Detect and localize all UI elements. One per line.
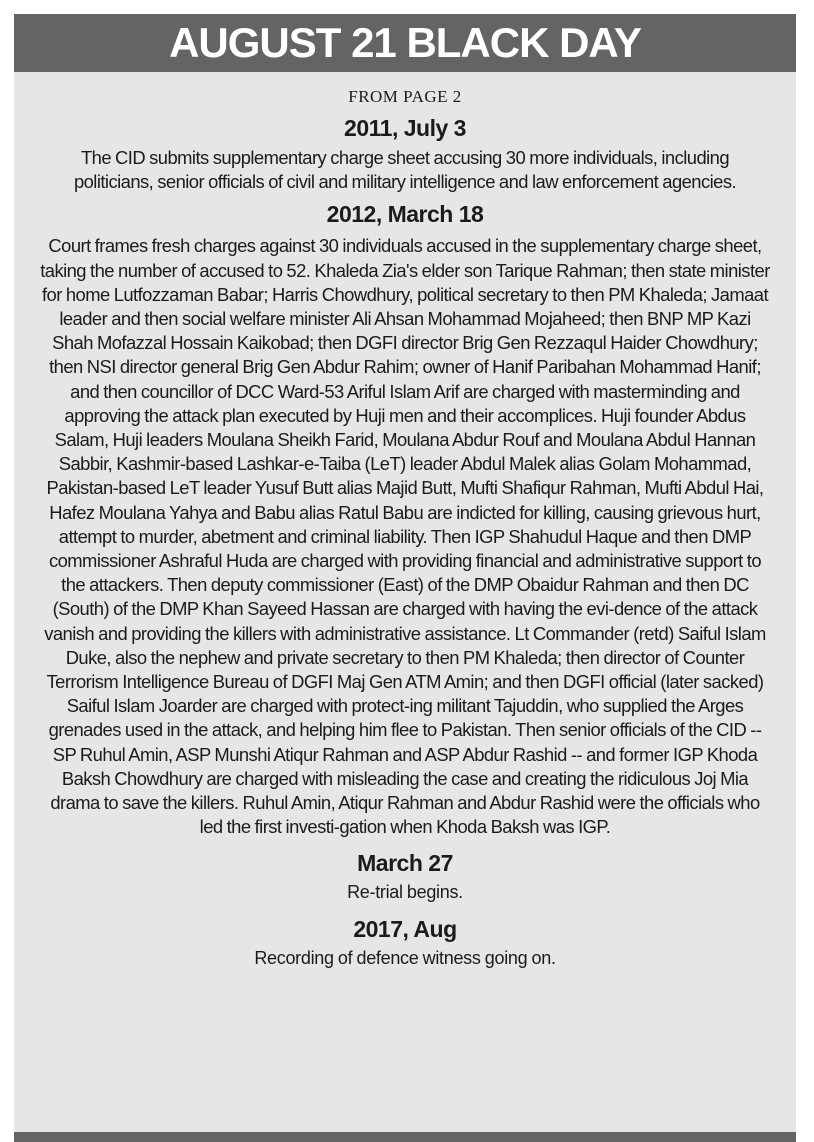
entry-date: 2017, Aug <box>353 916 457 943</box>
from-page-label: FROM PAGE 2 <box>348 87 462 106</box>
entry-date: 2011, July 3 <box>344 115 466 141</box>
article-panel <box>14 14 796 1134</box>
headline-banner: AUGUST 21 BLACK DAY <box>14 14 796 72</box>
entry-text: Court frames fresh charges against 30 individuals accused in the supplementary charge sheet, taking the number of accused to 52. Khaleda Zia's elder son Tarique Rahman; then state minister for home Lutfozzaman Babar; Harris Chowdhury, political secretary to then PM Khaleda; Jamaat leader and then social welfare minister Ali Ahsan Mohammad Mojaheed; then BNP MP Kazi Shah Mofazzal Hossain Kaikobad; then DGFI director Brig Gen Rezzaqul Haider Chowdhury; then NSI director general Brig Gen Abdur Rahim; owner of Hanif Paribahan Mohammad Hanif; and then councillor of DCC Ward-53 Ariful Islam Arif are charged with masterminding and approving the attack plan executed by Huji men and their accomplices. Huji founder Abdus Salam, Huji leaders Moulana Sheikh Farid, Moulana Abdur Rouf and Moulana Abdul Hannan Sabbir, Kashmir-based Lashkar-e-Taiba (LeT) leader Abdul Malek alias Golam Mohammad, Pakistan-based LeT leader Yusuf Butt alias Majid Butt, Mufti Shafiqur Rahman, Mufti Abdul Hai, Hafez Moulana Yahya and Babu alias Ratul Babu are indicted for killing, causing grievous hurt, attempt to murder, abetment and criminal liability. Then IGP Shahudul Haque and then DMP commissioner Ashraful Huda are charged with providing financial and administrative support to the attackers. Then deputy commissioner (East) of the DMP Obaidur Rahman and then DC (South) of the DMP Khan Sayeed Hassan are charged with having the evi-dence of the attack vanish and providing the killers with administrative assistance. Lt Commander (retd) Saiful Islam Duke, also the nephew and private secretary to then PM Khaleda; then director of Counter Terrorism Intelligence Bureau of DGFI Maj Gen ATM Amin; and then DGFI official (later sacked) Saiful Islam Joarder are charged with protect-ing militant Tajuddin, who supplied the Arges grenades used in the attack, and helping him flee to Pakistan. Then senior officials of the CID -- SP Ruhul Amin, ASP Munshi Atiqur Rahman and ASP Abdur Rashid -- and former IGP Khoda Baksh Chowdhury are charged with misleading the case and creating the ridiculous Joj Mia drama to save the killers. Ruhul Amin, Atiqur Rahman and Abdur Rashid were the officials who led the first investi-gation when Khoda Baksh was IGP. <box>40 235 770 838</box>
entry-text: Re-trial begins. <box>347 882 463 903</box>
entry-date: March 27 <box>357 850 453 877</box>
entry-text: The CID submits supplementary charge sheet accusing 30 more individuals, including politicians, senior officials of civil and military intelligence and law enforcement agencies. <box>73 147 737 193</box>
bottom-rule <box>14 1132 796 1142</box>
article-body <box>14 72 796 971</box>
entry-date: 2012, March 18 <box>326 201 484 228</box>
entry-text: Recording of defence witness going on. <box>254 948 556 969</box>
